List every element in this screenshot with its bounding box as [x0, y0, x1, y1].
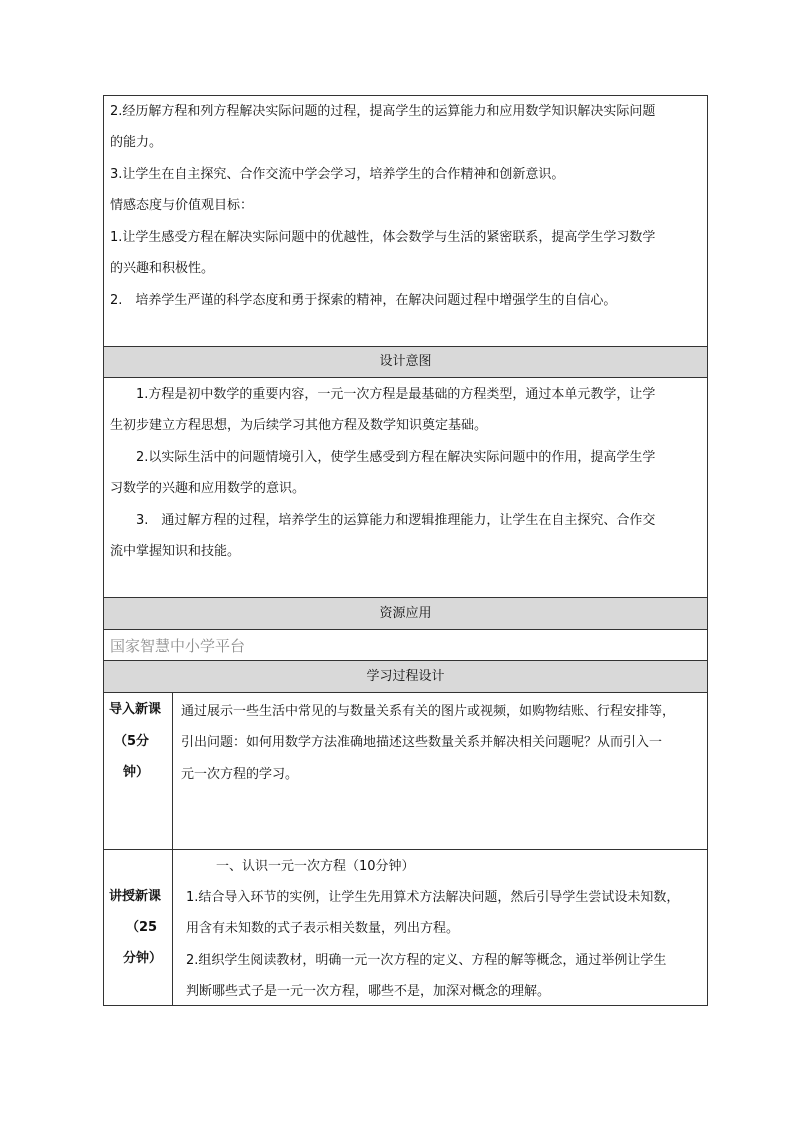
design-intent-line: 1.方程是初中数学的重要内容，一元一次方程是最基础的方程类型，通过本单元教学，让学: [136, 387, 656, 402]
intro-label: 导入新课: [109, 702, 162, 717]
objective-line: 2.经历解方程和列方程解决实际问题的过程，提高学生的运算能力和应用数学知识解决实际问题: [110, 104, 656, 119]
lecture-line: 用含有未知数的式子表示相关数量，列出方程。: [186, 921, 460, 936]
design-intent-line: 习数学的兴趣和应用数学的意识。: [110, 481, 306, 496]
platform-name: 国家智慧中小学平台: [110, 637, 246, 655]
row-divider: [103, 377, 708, 378]
intro-line: 元一次方程的学习。: [181, 767, 299, 782]
objective-line: 3.让学生在自主探究、合作交流中学会学习，培养学生的合作精神和创新意识。: [110, 167, 565, 182]
lecture-heading: 一、认识一元一次方程（10分钟）: [216, 859, 415, 874]
learning-process-header: 学习过程设计: [366, 669, 445, 684]
design-intent-line: 3. 通过解方程的过程，培养学生的运算能力和逻辑推理能力，让学生在自主探究、合作交: [136, 513, 656, 528]
intro-line: 通过展示一些生活中常见的与数量关系有关的图片或视频，如购物结账、行程安排等，: [181, 704, 676, 719]
lecture-line: 判断哪些式子是一元一次方程，哪些不是，加深对概念的理解。: [186, 984, 551, 999]
row-divider: [103, 629, 708, 630]
intro-label: 钟）: [123, 765, 150, 780]
objective-line: 的兴趣和积极性。: [110, 261, 215, 276]
lecture-line: 1.结合导入环节的实例，让学生先用算术方法解决问题，然后引导学生尝试设未知数，: [186, 890, 680, 905]
lecture-label: 讲授新课: [109, 889, 162, 904]
intro-label: （5分: [114, 734, 150, 749]
objective-line: 1.让学生感受方程在解决实际问题中的优越性，体会数学与生活的紧密联系，提高学生学习数学: [110, 230, 656, 245]
resources-header: 资源应用: [379, 606, 432, 621]
design-intent-header: 设计意图: [379, 354, 432, 369]
objective-line: 2. 培养学生严谨的科学态度和勇于探索的精神，在解决问题过程中增强学生的自信心。: [110, 293, 617, 308]
row-divider: [103, 692, 708, 693]
lecture-label: 分钟）: [123, 951, 163, 966]
design-intent-line: 流中掌握知识和技能。: [110, 544, 241, 559]
design-intent-line: 2.以实际生活中的问题情境引入，使学生感受到方程在解决实际问题中的作用，提高学生学: [136, 450, 656, 465]
objective-line: 的能力。: [110, 135, 163, 150]
lecture-label: （25: [126, 920, 158, 935]
intro-line: 引出问题：如何用数学方法准确地描述这些数量关系并解决相关问题呢？从而引入一: [181, 735, 663, 750]
design-intent-line: 生初步建立方程思想，为后续学习其他方程及数学知识奠定基础。: [110, 418, 488, 433]
lecture-line: 2.组织学生阅读教材，明确一元一次方程的定义、方程的解等概念，通过举例让学生: [186, 953, 667, 968]
objective-heading: 情感态度与价值观目标：: [110, 198, 254, 213]
row-divider: [103, 849, 708, 850]
